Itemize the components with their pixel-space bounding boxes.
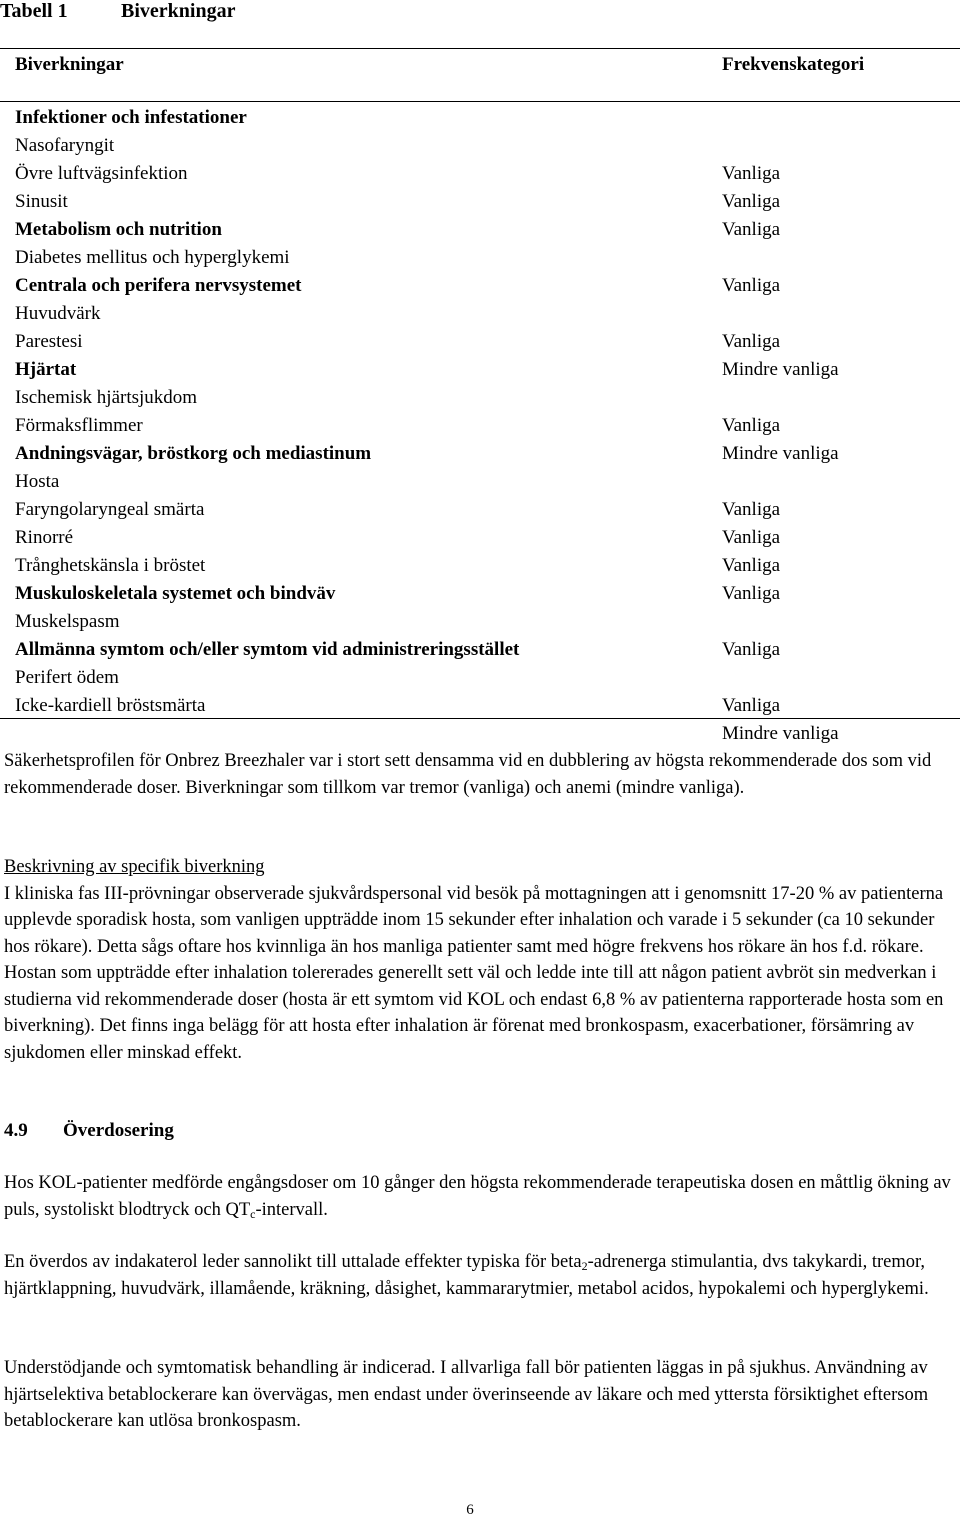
frequency-value bbox=[722, 244, 839, 272]
table-row-term: Perifert ödem bbox=[15, 667, 119, 688]
frequency-value: Vanliga bbox=[722, 499, 781, 520]
overdose-paragraph-1 bbox=[4, 1170, 954, 1223]
frequency-column bbox=[722, 132, 839, 748]
section-title: Överdosering bbox=[63, 1120, 174, 1141]
frequency-value: Mindre vanliga bbox=[722, 723, 839, 744]
frequency-value: Mindre vanliga bbox=[722, 359, 839, 380]
table-row-term: Huvudvärk bbox=[15, 303, 101, 324]
overdose-p2-text: En överdos av indakaterol leder sannolikt till uttalade effekter typiska för beta bbox=[4, 1252, 582, 1272]
safety-profile-paragraph: Säkerhetsprofilen för Onbrez Breezhaler var i stort sett densamma vid en dubblering av högsta rekommenderade dos som vid rekommenderade doser. Biverkningar som tillkom var tremor (vanliga) och anemi (mindre vanliga). bbox=[4, 751, 932, 798]
table-row-term: Trånghetskänsla i bröstet bbox=[15, 555, 206, 576]
overdose-p1-text: Hos KOL-patienter medförde engångsdoser om 10 gånger den högsta rekommenderade terapeutiska dosen en måttlig ökning av puls, systoliskt blodtryck och QT bbox=[4, 1173, 951, 1220]
table-caption-label: Tabell 1 bbox=[0, 0, 68, 22]
table-row-category: Hjärtat bbox=[15, 359, 77, 380]
table-row-term: Muskelspasm bbox=[15, 611, 120, 632]
page-number: 6 bbox=[466, 1502, 474, 1518]
table-row-term: Sinusit bbox=[15, 191, 68, 212]
table-row-term: Diabetes mellitus och hyperglykemi bbox=[15, 247, 290, 268]
overdose-p1-text-end: -intervall. bbox=[255, 1199, 328, 1220]
table-row-term: Nasofaryngit bbox=[15, 135, 115, 156]
frequency-value bbox=[722, 664, 839, 692]
specific-reaction-body: I kliniska fas III-prövningar observerade sjukvårdspersonal vid besök på mottagningen att i genomsnitt 17-20 % av patienterna upplevde sporadisk hosta, som vanligen uppträdde inom 15 sekunder efter inhalation och varade i 5 sekunder (ca 10 sekunder hos rökare). Detta sågs oftare hos kvinnliga än hos manliga patienter samt med högre frekvens hos rökare än hos f.d. rökare. Hostan som uppträdde efter inhalation tolererades generellt sett väl och ledde inte till att någon patient avbröt sin medverkan i studierna vid rekommenderade doser (hosta är ett symtom vid KOL och endast 6,8 % av patienterna rapporterade hosta som en biverkning). Det finns inga belägg för att hosta efter inhalation är förenat med bronkospasm, exacerbationer, försämring av sjukdomen eller minskad effekt. bbox=[4, 883, 944, 1063]
frequency-value: Vanliga bbox=[722, 527, 781, 548]
frequency-value: Vanliga bbox=[722, 331, 781, 352]
table-row-term: Förmaksflimmer bbox=[15, 415, 143, 436]
frequency-value bbox=[722, 384, 839, 412]
frequency-value bbox=[722, 300, 839, 328]
section-number: 4.9 bbox=[4, 1120, 28, 1141]
specific-reaction-heading: Beskrivning av specifik biverkning bbox=[4, 857, 265, 877]
overdose-paragraph-3: Understödjande och symtomatisk behandling är indicerad. I allvarliga fall bör patienten läggas in på sjukhus. Användning av hjärtselektiva betablockerare kan övervägas, men endast under överinseende av läkare och med yttersta försiktighet eftersom betablockerare kan utlösa bronkospasm. bbox=[4, 1358, 929, 1431]
frequency-value: Vanliga bbox=[722, 555, 781, 576]
specific-reaction-section bbox=[4, 854, 954, 1066]
column-header-frequency: Frekvenskategori bbox=[722, 54, 865, 75]
frequency-value: Vanliga bbox=[722, 639, 781, 660]
table-row-category: Muskuloskeletala systemet och bindväv bbox=[15, 583, 336, 604]
table-row-term: Övre luftvägsinfektion bbox=[15, 163, 188, 184]
frequency-value bbox=[722, 132, 839, 160]
qt-subscript: c bbox=[250, 1206, 256, 1221]
table-row-category: Andningsvägar, bröstkorg och mediastinum bbox=[15, 443, 372, 464]
frequency-value: Vanliga bbox=[722, 191, 781, 212]
overdose-p2-text-end: -adrenerga stimulantia, dvs takykardi, tremor, hjärtklappning, huvudvärk, illamående, kräkning, dåsighet, kammararytmier, metabol acidos, hypokalemi och hyperglykemi. bbox=[4, 1252, 929, 1299]
table-body bbox=[15, 104, 519, 720]
beta-subscript: 2 bbox=[581, 1259, 588, 1273]
table-caption-title: Biverkningar bbox=[121, 0, 236, 22]
table-top-border bbox=[0, 48, 960, 49]
table-header-border bbox=[0, 101, 960, 102]
table-row-term: Hosta bbox=[15, 471, 60, 492]
overdose-paragraph-2 bbox=[4, 1249, 954, 1302]
table-row-term: Rinorré bbox=[15, 527, 74, 548]
frequency-value: Vanliga bbox=[722, 163, 781, 184]
table-row-category: Allmänna symtom och/eller symtom vid administreringsstället bbox=[15, 639, 520, 660]
frequency-value: Mindre vanliga bbox=[722, 443, 839, 464]
table-row-term: Faryngolaryngeal smärta bbox=[15, 499, 205, 520]
table-row-category: Infektioner och infestationer bbox=[15, 107, 247, 128]
frequency-value: Vanliga bbox=[722, 695, 781, 716]
table-row-term: Parestesi bbox=[15, 331, 83, 352]
table-row-term: Icke-kardiell bröstsmärta bbox=[15, 695, 206, 716]
frequency-value bbox=[722, 468, 839, 496]
table-row-category: Metabolism och nutrition bbox=[15, 219, 222, 240]
frequency-value: Vanliga bbox=[722, 583, 781, 604]
frequency-value: Vanliga bbox=[722, 415, 781, 436]
frequency-value bbox=[722, 608, 839, 636]
frequency-value: Vanliga bbox=[722, 275, 781, 296]
table-row-term: Ischemisk hjärtsjukdom bbox=[15, 387, 198, 408]
table-row-category: Centrala och perifera nervsystemet bbox=[15, 275, 302, 296]
frequency-value: Vanliga bbox=[722, 219, 781, 240]
column-header-adverse-reactions: Biverkningar bbox=[15, 54, 124, 75]
